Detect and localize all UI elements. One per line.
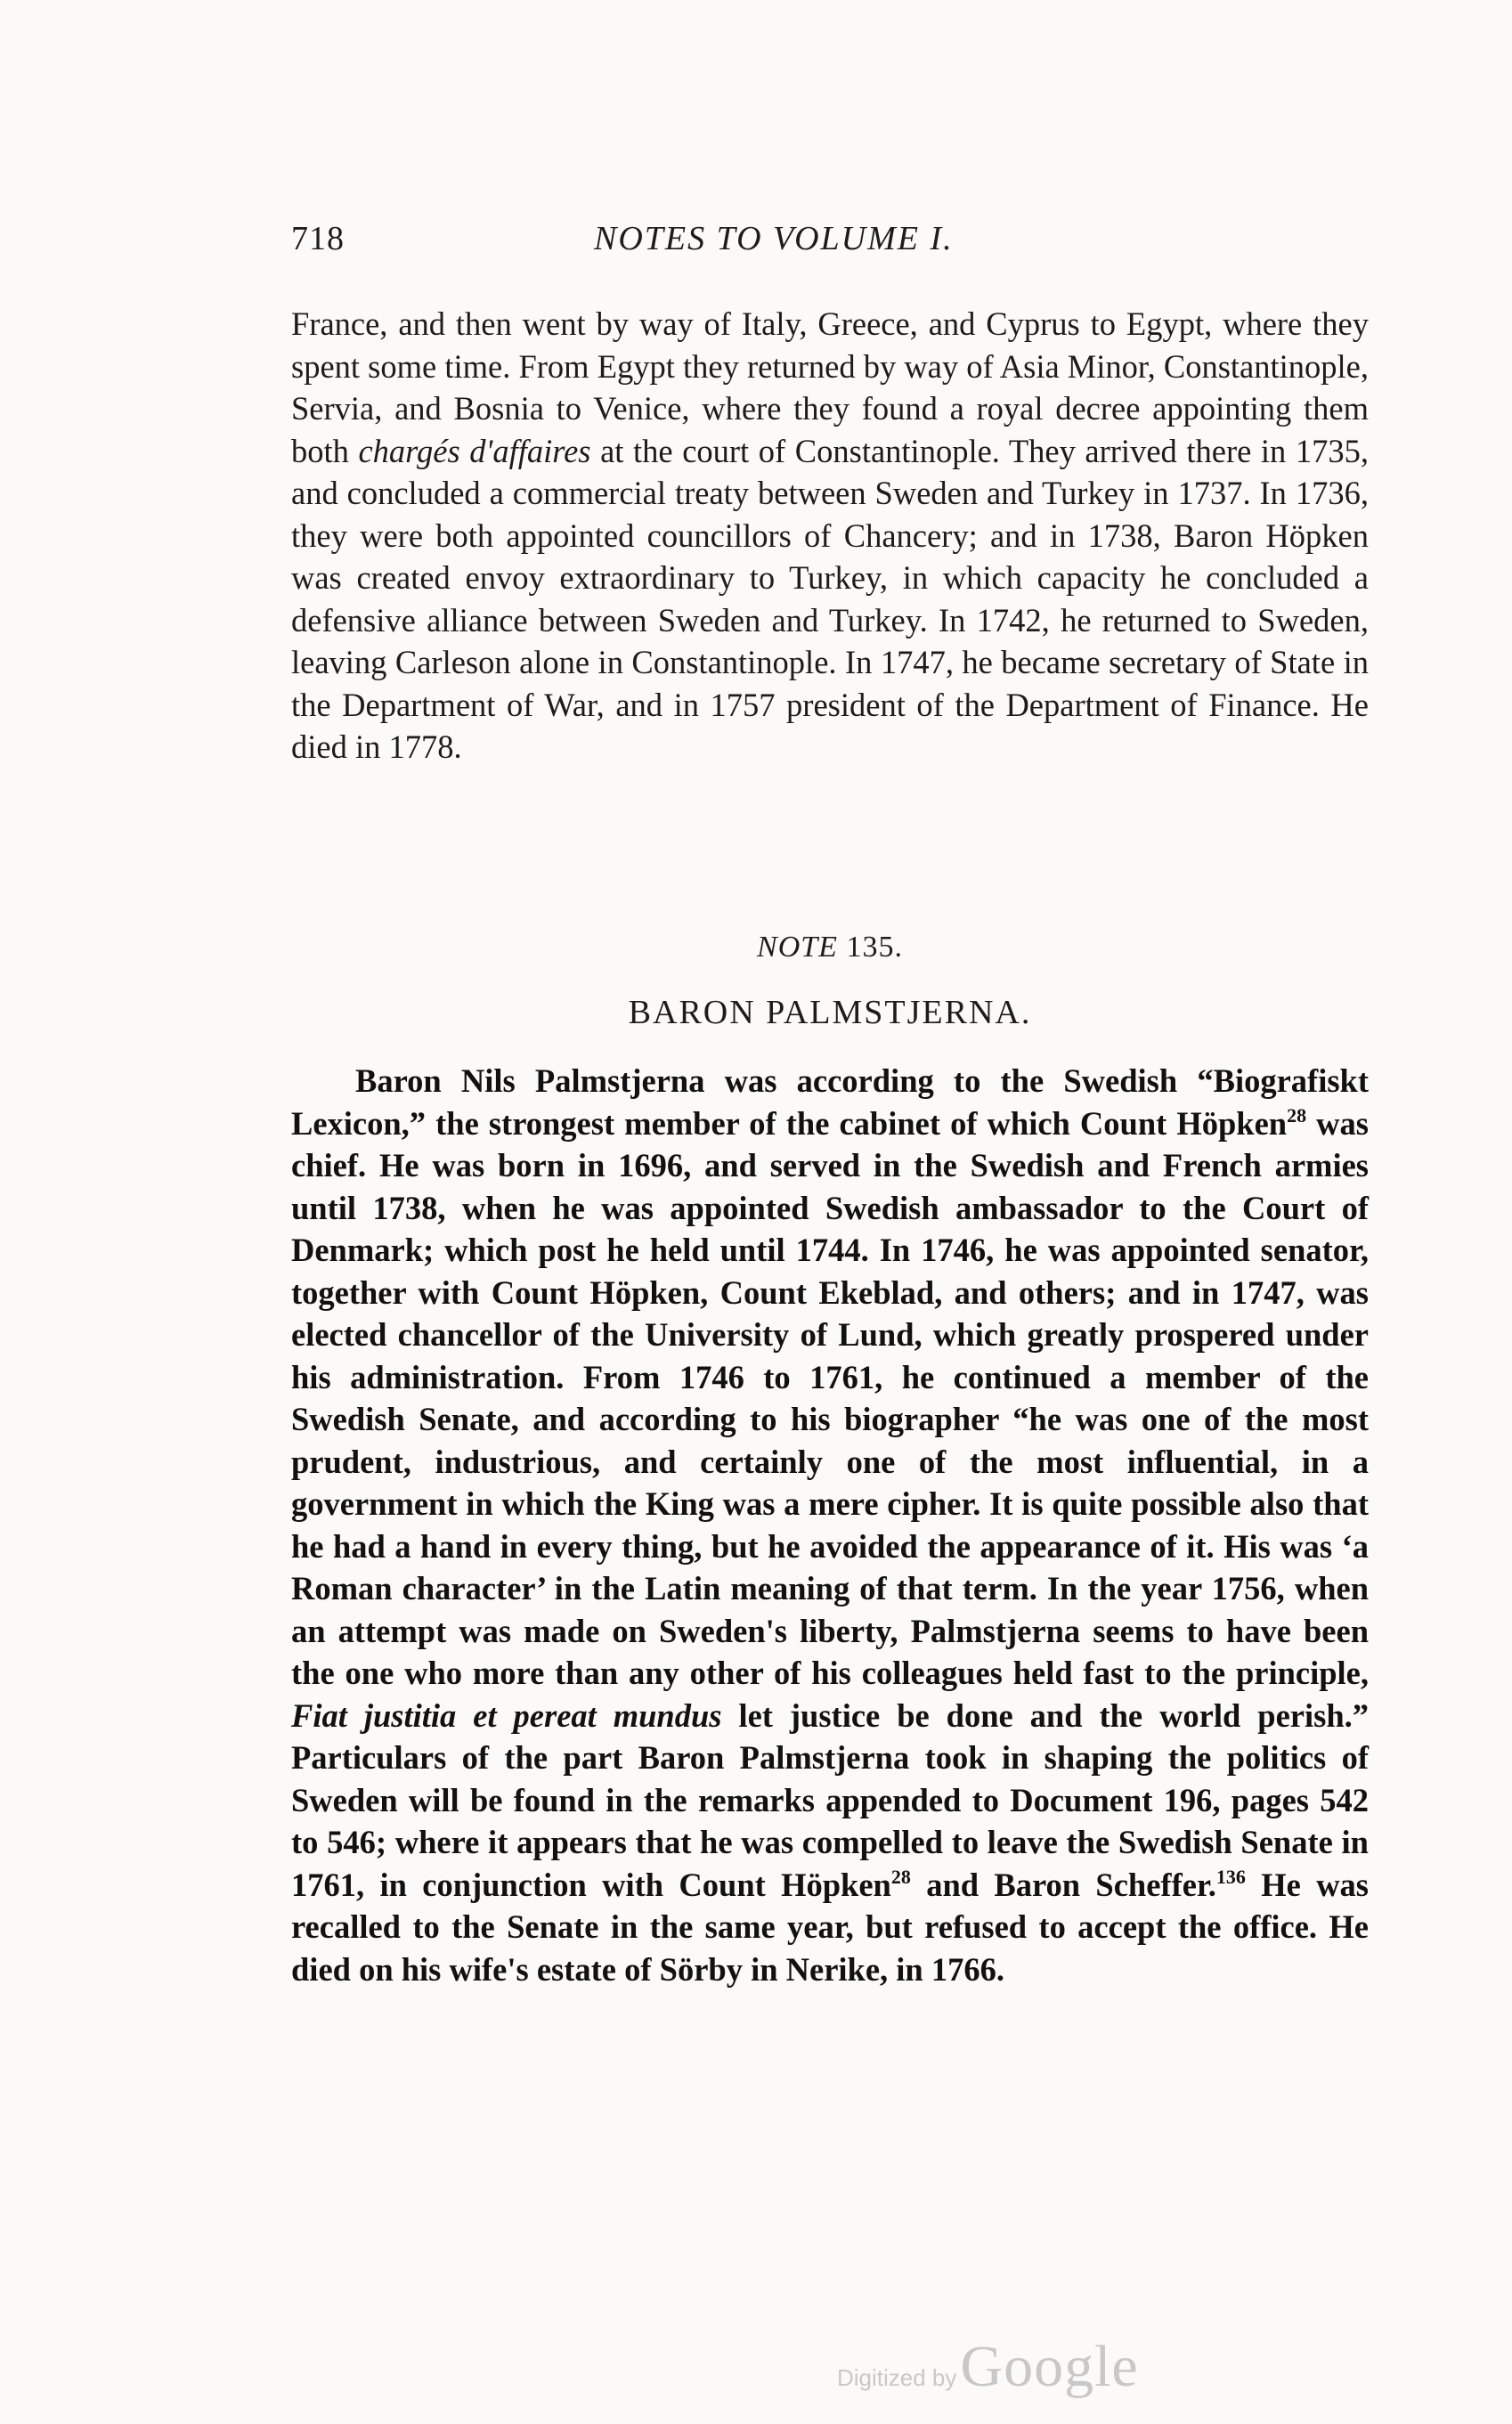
- continuation-text-2: at the court of Constantinople. They arrived there in 1735, and concluded a commercial treaty between Sweden and Turkey in 1737. In 1736, they were both appointed councillors of Chancery; and in 1738, Baron Höpken was created envoy extraordinary to Turkey, in which capacity he concluded a defensive alliance between Sweden and Turkey. In 1742, he returned to Sweden, leaving Carleson alone in Constantinople. In 1747, he became secretary of State in the Department of War, and in 1757 president of the Department of Finance. He died in 1778.: [291, 432, 1369, 765]
- running-head: [291, 219, 1395, 272]
- continuation-text-1: France, and then went by way of Italy, Greece, and Cyprus to Egypt, where they spent some time. From Egypt they returned by way of Asia Minor, Constantinople, Servia, and Bosnia to Venice, where they found a royal decree appointing them both: [291, 305, 1369, 469]
- body-italic-latin: Fiat justitia et pereat mundus: [291, 1696, 722, 1734]
- footnote-ref: 28: [890, 1865, 911, 1888]
- note-label-word: NOTE: [757, 931, 838, 964]
- page-number: 718: [291, 220, 345, 257]
- running-title: NOTES TO VOLUME I.: [594, 220, 954, 257]
- continuation-paragraph: [291, 303, 1369, 769]
- footnote-ref: 28: [1287, 1103, 1307, 1127]
- continuation-italic: chargés d'affaires: [358, 432, 591, 469]
- watermark-text: Digitized by: [837, 2364, 957, 2391]
- google-logo: Google: [960, 2334, 1139, 2399]
- note-body-paragraph: [291, 1060, 1369, 1990]
- note-label: [291, 931, 1369, 964]
- body-text-4: and Baron Scheffer.: [910, 1866, 1216, 1903]
- section-title: BARON PALMSTJERNA.: [628, 994, 1032, 1031]
- body-text-1: Baron Nils Palmstjerna was according to the Swedish “Biografiskt Lexicon,” the strongest member of the cabinet of which Count Höpken: [291, 1062, 1369, 1142]
- body-text-2: was chief. He was born in 1696, and served in the Swedish and French armies until 1738, when he was appointed Swedish ambassador to the Court of Denmark; which post he held until 1744. In 1746, he was appointed senator, together with Count Höpken, Count Ekeblad, and others; and in 1747, was elected chancellor of the University of Lund, which greatly prospered under his administration. From 1746 to 1761, he continued a member of the Swedish Senate, and according to his biographer “he was one of the most prudent, industrious, and certainly one of the most influential, in a government in which the King was a mere cipher. It is quite possible also that he had a hand in every thing, but he avoided the appearance of it. His was ‘a Roman character’ in the Latin meaning of that term. In the year 1756, when an attempt was made on Sweden's liberty, Palmstjerna seems to have been the one who more than any other of his colleagues held fast to the principle,: [291, 1104, 1369, 1691]
- body-text-5: He was recalled to the Senate in the same year, but refused to accept the office. He died on his wife's estate of Sörby in Nerike, in 1766.: [291, 1866, 1370, 1988]
- body-text-3: let justice be done and the world perish.” Particulars of the part Baron Palmstjerna took in shaping the politics of Sweden will be found in the remarks appended to Document 196, pages 542 to 546; where it appears that he was compelled to leave the Swedish Senate in 1761, in conjunction with Count Höpken: [291, 1696, 1369, 1903]
- note-label-number: 135.: [846, 931, 903, 964]
- digitized-watermark: [837, 2333, 1139, 2401]
- footnote-ref: 136: [1215, 1865, 1246, 1888]
